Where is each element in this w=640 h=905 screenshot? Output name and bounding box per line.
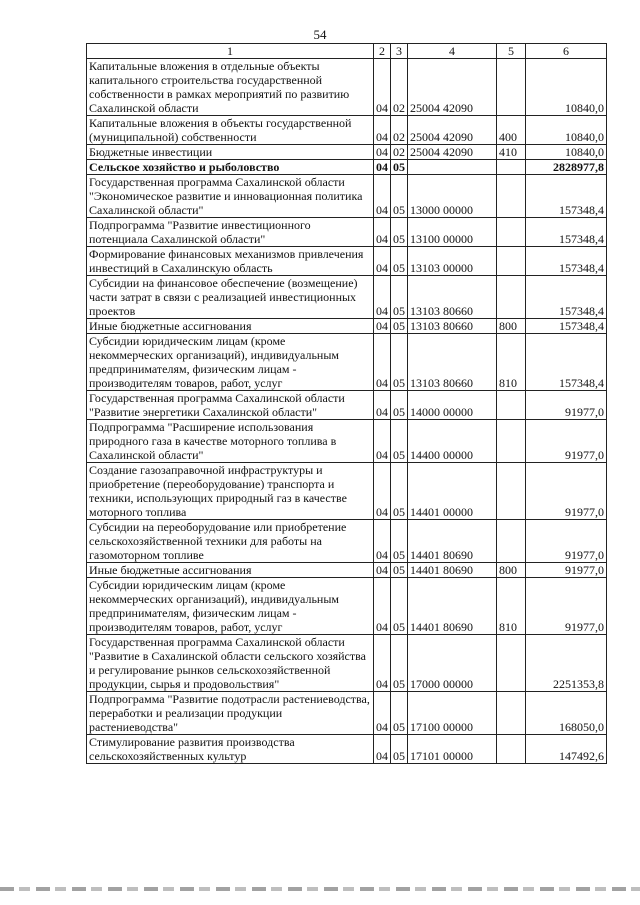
target-article-cell: 17100 00000 [408,692,497,735]
expense-type-cell [497,59,526,116]
section-code-cell: 04 [374,175,391,218]
expense-type-cell: 800 [497,563,526,578]
row-name-cell: Государственная программа Сахалинской области "Развитие энергетики Сахалинской области" [87,391,374,420]
expense-type-cell [497,391,526,420]
table-row [87,334,607,391]
subsection-code-cell: 05 [391,692,408,735]
amount-cell: 10840,0 [526,145,607,160]
target-article-cell: 13000 00000 [408,175,497,218]
expense-type-cell: 410 [497,145,526,160]
table-row [87,116,607,145]
row-name-cell: Подпрограмма "Расширение использования природного газа в качестве моторного топлива в Сахалинской области" [87,420,374,463]
amount-cell: 2828977,8 [526,160,607,175]
section-code-cell: 04 [374,145,391,160]
subsection-code-cell: 05 [391,247,408,276]
target-article-cell: 17000 00000 [408,635,497,692]
target-article-cell: 13103 80660 [408,334,497,391]
subsection-code-cell: 05 [391,735,408,764]
section-code-cell: 04 [374,276,391,319]
table-row [87,520,607,563]
subsection-code-cell: 05 [391,635,408,692]
table-row [87,463,607,520]
subsection-code-cell: 05 [391,160,408,175]
amount-cell: 157348,4 [526,319,607,334]
row-name-cell: Субсидии на переоборудование или приобретение сельскохозяйственной техники для работы на газомоторном топливе [87,520,374,563]
amount-cell: 91977,0 [526,563,607,578]
subsection-code-cell: 02 [391,145,408,160]
amount-cell: 147492,6 [526,735,607,764]
page-number: 54 [313,27,327,42]
target-article-cell: 13100 00000 [408,218,497,247]
table-header-row [87,44,607,59]
amount-cell: 91977,0 [526,520,607,563]
target-article-cell: 14401 80690 [408,520,497,563]
amount-cell: 168050,0 [526,692,607,735]
subsection-code-cell: 05 [391,334,408,391]
section-code-cell: 04 [374,692,391,735]
section-code-cell: 04 [374,563,391,578]
row-name-cell: Иные бюджетные ассигнования [87,563,374,578]
table-row [87,735,607,764]
row-name-cell: Сельское хозяйство и рыболовство [87,160,374,175]
table-row [87,563,607,578]
table-row [87,391,607,420]
section-code-cell: 04 [374,319,391,334]
target-article-cell: 14401 80690 [408,563,497,578]
target-article-cell: 14401 80690 [408,578,497,635]
section-code-cell: 04 [374,735,391,764]
subsection-code-cell: 05 [391,175,408,218]
table-row [87,59,607,116]
expense-type-cell: 810 [497,334,526,391]
section-code-cell: 04 [374,635,391,692]
subsection-code-cell: 05 [391,420,408,463]
table-row [87,420,607,463]
table-row [87,160,607,175]
expense-type-cell [497,520,526,563]
column-header-3: 3 [391,44,408,59]
amount-cell: 91977,0 [526,578,607,635]
table-row [87,175,607,218]
table-row [87,635,607,692]
expense-type-cell: 810 [497,578,526,635]
row-name-cell: Капитальные вложения в отдельные объекты капитального строительства государственной собственности в рамках мероприятий по развитию Сахалинской области [87,59,374,116]
column-header-2: 2 [374,44,391,59]
expense-type-cell [497,160,526,175]
section-code-cell: 04 [374,59,391,116]
budget-table [86,43,607,764]
row-name-cell: Государственная программа Сахалинской области "Экономическое развитие и инновационная политика Сахалинской области" [87,175,374,218]
subsection-code-cell: 02 [391,116,408,145]
expense-type-cell: 400 [497,116,526,145]
amount-cell: 157348,4 [526,276,607,319]
expense-type-cell [497,276,526,319]
section-code-cell: 04 [374,334,391,391]
row-name-cell: Субсидии на финансовое обеспечение (возмещение) части затрат в связи с реализацией инвестиционных проектов [87,276,374,319]
amount-cell: 10840,0 [526,59,607,116]
amount-cell: 157348,4 [526,334,607,391]
subsection-code-cell: 05 [391,563,408,578]
subsection-code-cell: 05 [391,463,408,520]
amount-cell: 91977,0 [526,391,607,420]
row-name-cell: Создание газозаправочной инфраструктуры и приобретение (переоборудование) транспорта и техники, использующих природный газ в качестве моторного топлива [87,463,374,520]
expense-type-cell [497,735,526,764]
row-name-cell: Подпрограмма "Развитие подотрасли растениеводства, переработки и реализации продукции растениеводства" [87,692,374,735]
subsection-code-cell: 05 [391,218,408,247]
column-header-6: 6 [526,44,607,59]
target-article-cell: 13103 80660 [408,276,497,319]
subsection-code-cell: 02 [391,59,408,116]
row-name-cell: Капитальные вложения в объекты государственной (муниципальной) собственности [87,116,374,145]
section-code-cell: 04 [374,160,391,175]
target-article-cell [408,160,497,175]
amount-cell: 91977,0 [526,420,607,463]
target-article-cell: 25004 42090 [408,145,497,160]
amount-cell: 157348,4 [526,175,607,218]
expense-type-cell [497,692,526,735]
row-name-cell: Государственная программа Сахалинской области "Развитие в Сахалинской области сельского хозяйства и регулирование рынков сельскохозяйственной продукции, сырья и продовольствия" [87,635,374,692]
row-name-cell: Субсидии юридическим лицам (кроме некоммерческих организаций), индивидуальным предпринимателям, физическим лицам - производителям товаров, работ, услуг [87,334,374,391]
section-code-cell: 04 [374,463,391,520]
row-name-cell: Иные бюджетные ассигнования [87,319,374,334]
section-code-cell: 04 [374,520,391,563]
amount-cell: 157348,4 [526,218,607,247]
row-name-cell: Подпрограмма "Развитие инвестиционного потенциала Сахалинской области" [87,218,374,247]
subsection-code-cell: 05 [391,319,408,334]
expense-type-cell [497,463,526,520]
table-row [87,319,607,334]
amount-cell: 10840,0 [526,116,607,145]
table-row [87,247,607,276]
amount-cell: 157348,4 [526,247,607,276]
section-code-cell: 04 [374,247,391,276]
table-row [87,145,607,160]
section-code-cell: 04 [374,578,391,635]
subsection-code-cell: 05 [391,578,408,635]
amount-cell: 2251353,8 [526,635,607,692]
section-code-cell: 04 [374,116,391,145]
expense-type-cell [497,420,526,463]
table-row [87,276,607,319]
row-name-cell: Формирование финансовых механизмов привлечения инвестиций в Сахалинскую область [87,247,374,276]
table-row [87,218,607,247]
target-article-cell: 17101 00000 [408,735,497,764]
expense-type-cell [497,247,526,276]
target-article-cell: 25004 42090 [408,59,497,116]
target-article-cell: 14000 00000 [408,391,497,420]
row-name-cell: Стимулирование развития производства сельскохозяйственных культур [87,735,374,764]
subsection-code-cell: 05 [391,276,408,319]
table-row [87,578,607,635]
section-code-cell: 04 [374,420,391,463]
section-code-cell: 04 [374,391,391,420]
column-header-1: 1 [87,44,374,59]
row-name-cell: Субсидии юридическим лицам (кроме некоммерческих организаций), индивидуальным предпринимателям, физическим лицам - производителям товаров, работ, услуг [87,578,374,635]
target-article-cell: 14400 00000 [408,420,497,463]
section-code-cell: 04 [374,218,391,247]
scan-edge-artifact [0,887,640,891]
expense-type-cell [497,218,526,247]
subsection-code-cell: 05 [391,391,408,420]
target-article-cell: 25004 42090 [408,116,497,145]
table-row [87,692,607,735]
expense-type-cell [497,175,526,218]
column-header-4: 4 [408,44,497,59]
expense-type-cell: 800 [497,319,526,334]
row-name-cell: Бюджетные инвестиции [87,145,374,160]
subsection-code-cell: 05 [391,520,408,563]
target-article-cell: 13103 80660 [408,319,497,334]
expense-type-cell [497,635,526,692]
target-article-cell: 13103 00000 [408,247,497,276]
column-header-5: 5 [497,44,526,59]
target-article-cell: 14401 00000 [408,463,497,520]
amount-cell: 91977,0 [526,463,607,520]
